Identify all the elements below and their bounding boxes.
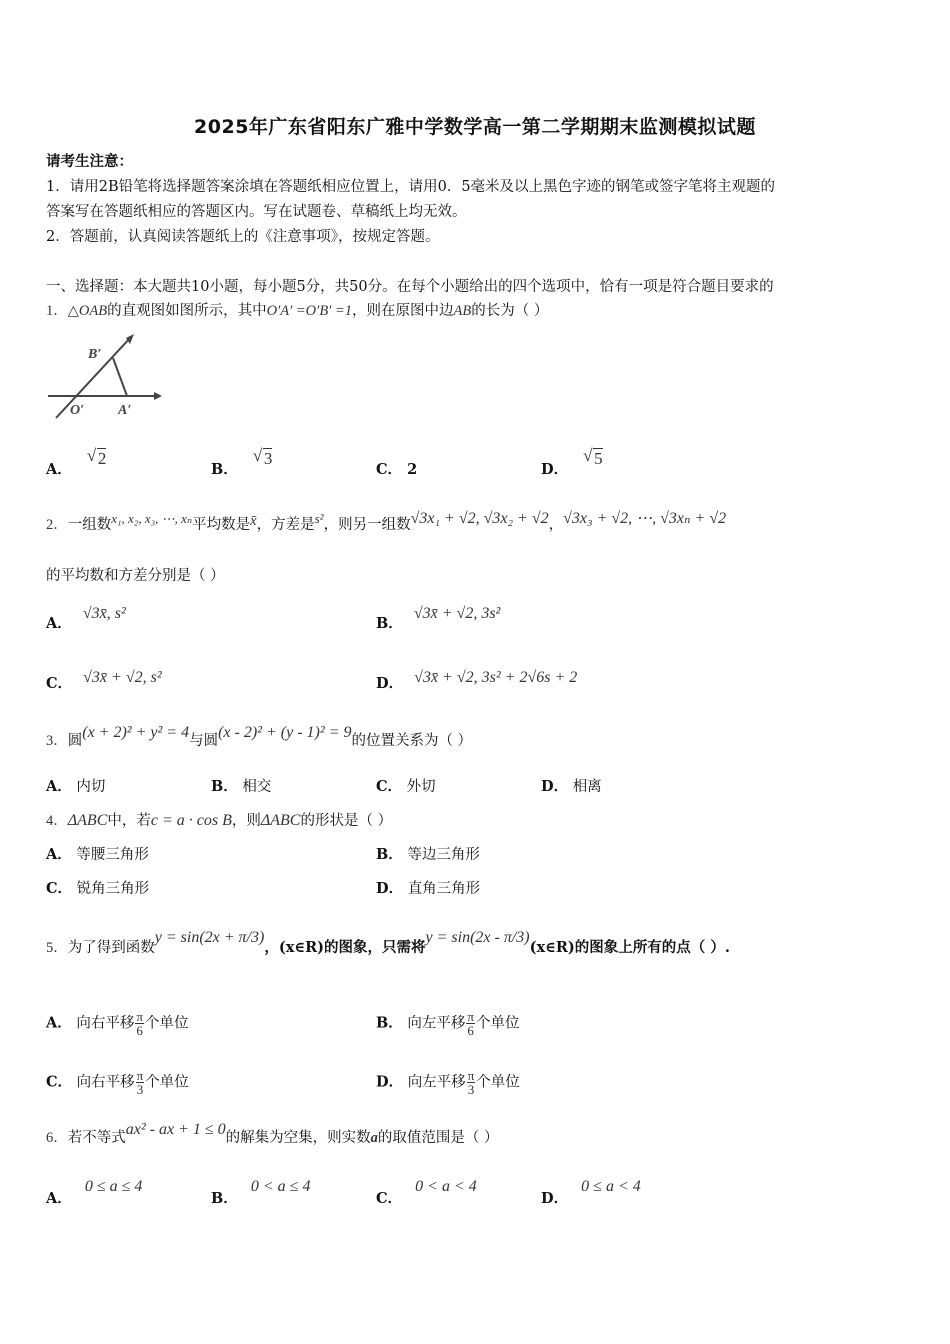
q5-math-target-fn: y = sin(2x + π/3)	[154, 929, 265, 946]
notice-heading: 请考生注意：	[46, 153, 133, 170]
q5-option-d[interactable]	[376, 1069, 520, 1096]
option-value: 0 < a < 4	[415, 1178, 477, 1195]
option-value: 相交	[242, 779, 272, 795]
q6-option-d[interactable]	[541, 1178, 641, 1208]
q1-text-2: ，则在原图中边	[352, 303, 454, 319]
option-label: C．	[46, 1073, 73, 1091]
q5-number: 5．	[46, 940, 68, 956]
q2-math-set-2: √3x₃ + √2, ⋯, √3xₙ + √2	[563, 510, 727, 527]
option-label: D．	[541, 778, 569, 795]
q1-option-a[interactable]	[46, 448, 107, 478]
option-value: √ 2	[97, 448, 107, 469]
option-post: 个单位	[475, 1015, 520, 1032]
option-label: D．	[376, 675, 404, 692]
q2-option-c[interactable]	[46, 669, 162, 693]
q1-text-1: 的直观图如图所示，其中	[107, 303, 267, 319]
question-1	[46, 301, 548, 321]
option-pre: 向左平移	[407, 1074, 466, 1091]
notice-line-1b: 答案写在答题纸相应的答题区内。写在试题卷、草稿纸上均无效。	[46, 204, 467, 220]
option-label: A．	[46, 1190, 72, 1207]
q1-option-c[interactable]	[376, 458, 417, 479]
q2-number: 2．	[46, 517, 68, 533]
option-label: B．	[211, 778, 238, 795]
option-post: 个单位	[476, 1074, 520, 1091]
q3-text-1: 圆	[67, 733, 83, 749]
q3-text-2: 与圆	[189, 733, 219, 749]
option-label: D．	[541, 461, 569, 478]
q4-option-a[interactable]	[46, 845, 149, 865]
q2-text-5: ，	[548, 517, 564, 533]
q4-text-3: 的形状是（ ）	[300, 813, 393, 829]
q4-option-b[interactable]	[376, 845, 480, 865]
option-label: B．	[376, 615, 403, 632]
q2-text-4: ，则另一组数	[323, 517, 411, 533]
q3-math-circle-1: (x + 2)² + y² = 4	[82, 724, 190, 741]
option-label: B．	[211, 461, 238, 478]
q3-option-a[interactable]	[46, 777, 105, 797]
option-value: 0 ≤ a ≤ 4	[84, 1178, 143, 1195]
option-label: A．	[46, 846, 72, 863]
x-axis-arrow	[154, 392, 162, 400]
question-5	[46, 929, 730, 958]
q4-option-c[interactable]	[46, 879, 149, 899]
q1-math-ab: AB	[453, 303, 472, 319]
q6-option-b[interactable]	[211, 1178, 311, 1208]
q5-math-source-fn: y = sin(2x - π/3)	[425, 929, 530, 946]
option-value: √3x̄ + √2, 3s² + 2√6s + 2	[414, 669, 578, 686]
option-label: C．	[46, 880, 73, 897]
option-label: A．	[46, 1014, 72, 1032]
option-value: 0 < a ≤ 4	[250, 1178, 311, 1195]
q5-text-1: 为了得到函数	[67, 940, 155, 956]
q5-option-b[interactable]	[376, 1010, 519, 1037]
q3-option-b[interactable]	[211, 777, 271, 797]
q6-text-2: 的解集为空集，则实数	[225, 1130, 371, 1146]
option-label: C．	[376, 461, 403, 478]
q6-math-a: a	[370, 1130, 378, 1146]
q2-text-1: 一组数	[67, 517, 112, 533]
q4-text-2: ，则	[231, 813, 261, 829]
option-value: 等边三角形	[407, 847, 480, 863]
option-label: C．	[46, 675, 73, 692]
option-pre: 向右平移	[76, 1015, 135, 1032]
notice-line-2: 2．答题前，认真阅读答题纸上的《注意事项》，按规定答题。	[46, 229, 440, 245]
option-label: C．	[376, 778, 403, 795]
q6-option-c[interactable]	[376, 1178, 477, 1208]
question-3	[46, 724, 473, 751]
option-fraction: $\frac{\pi}{6}$	[136, 1009, 143, 1038]
option-fraction: $\frac{\pi}{3}$	[467, 1068, 475, 1097]
q2-math-xs: x₁, x₂, x₃, ⋯, xₙ	[111, 511, 193, 526]
q2-text-2: 平均数是	[192, 517, 251, 533]
q6-text-1: 若不等式	[67, 1130, 126, 1146]
q3-number: 3．	[46, 733, 68, 749]
option-label: B．	[376, 846, 403, 863]
q4-option-d[interactable]	[376, 879, 480, 899]
option-label: B．	[211, 1190, 238, 1207]
q5-option-a[interactable]	[46, 1010, 188, 1037]
option-value: √3x̄ + √2, 3s²	[413, 605, 501, 622]
q4-math-condition: c = a · cos B	[150, 812, 232, 829]
option-pre: 向左平移	[407, 1015, 466, 1032]
q1-number: 1．	[46, 303, 68, 319]
option-value: √ 3	[263, 448, 273, 469]
q2-math-set-1: √3x₁ + √2, √3x₂ + √2	[410, 510, 549, 527]
option-value: 等腰三角形	[76, 847, 149, 863]
q6-number: 6．	[46, 1130, 68, 1146]
option-value: 相离	[572, 779, 602, 795]
q2-text-6: 的平均数和方差分别是（ ）	[46, 568, 225, 584]
question-6	[46, 1121, 499, 1148]
segment-a-b	[113, 358, 127, 396]
option-pre: 向右平移	[76, 1074, 135, 1091]
q4-text-1: 中，若	[107, 813, 151, 829]
q5-text-2: ，(x∈R)的图象，只需将	[264, 939, 426, 956]
q1-math-lengths: O′A′ =O′B′ =1	[266, 303, 353, 319]
q5-option-c[interactable]	[46, 1069, 189, 1096]
option-label: D．	[541, 1190, 569, 1207]
option-label: D．	[376, 880, 404, 897]
notice-line-1: 1．请用2B铅笔将选择题答案涂填在答题纸相应位置上，请用0．5毫米及以上黑色字迹的钢笔或签字笔将主观题的	[46, 179, 776, 195]
q1-text-3: 的长为（ ）	[471, 303, 549, 319]
q1-math-triangle: △OAB	[67, 303, 108, 319]
q3-option-c[interactable]	[376, 777, 436, 797]
q3-text-3: 的位置关系为（ ）	[351, 733, 473, 749]
option-post: 个单位	[144, 1015, 189, 1032]
option-value: √ 5	[593, 448, 603, 469]
option-label: D．	[376, 1073, 404, 1091]
option-value: 直角三角形	[407, 881, 481, 897]
q2-math-mean: x̄	[250, 513, 257, 529]
page-title: 2025年广东省阳东广雅中学数学高一第二学期期末监测模拟试题	[194, 116, 756, 138]
option-post: 个单位	[145, 1074, 189, 1091]
option-value: 外切	[406, 779, 436, 795]
option-value: 0 ≤ a < 4	[581, 1178, 641, 1195]
option-label: A．	[46, 615, 72, 632]
option-value: 2	[407, 461, 418, 478]
q2-option-d[interactable]	[376, 669, 578, 693]
q5-text-3: (x∈R)的图象上所有的点（ ）.	[529, 939, 730, 956]
option-fraction: $\frac{\pi}{6}$	[467, 1009, 474, 1038]
option-value: 内切	[76, 779, 106, 795]
q1-option-b[interactable]	[211, 448, 273, 478]
q4-number: 4．	[46, 813, 68, 829]
q1-figure	[44, 330, 168, 424]
option-label: A．	[46, 461, 72, 478]
section-heading: 一、选择题：本大题共10小题，每小题5分，共50分。在每个小题给出的四个选项中，恰有一项是符合题目要求的	[46, 279, 774, 295]
option-label: A．	[46, 778, 72, 795]
option-value: √3x̄, s²	[82, 605, 126, 622]
q2-math-variance: s²	[314, 511, 324, 526]
option-fraction: $\frac{\pi}{3}$	[136, 1068, 144, 1097]
label-o-prime: O′	[70, 403, 85, 418]
q6-option-a[interactable]	[46, 1178, 143, 1208]
oblique-axis-arrow	[126, 334, 134, 344]
q2-option-b[interactable]	[376, 605, 501, 633]
q2-option-a[interactable]	[46, 605, 126, 633]
q1-option-d[interactable]	[541, 448, 603, 478]
q3-math-circle-2: (x - 2)² + (y - 1)² = 9	[218, 724, 352, 741]
q4-math-triangle-2: ΔABC	[260, 812, 301, 829]
q6-text-3: 的取值范围是（ ）	[377, 1130, 499, 1146]
q4-math-triangle: ΔABC	[67, 812, 108, 829]
label-a-prime: A′	[118, 403, 132, 418]
question-4	[46, 811, 392, 831]
option-value: √3x̄ + √2, s²	[83, 669, 162, 686]
label-b-prime: B′	[88, 347, 102, 362]
option-label: C．	[376, 1190, 403, 1207]
q2-text-3: ，方差是	[256, 517, 315, 533]
option-value: 锐角三角形	[76, 881, 150, 897]
question-2	[46, 510, 727, 535]
q3-option-d[interactable]	[541, 777, 602, 797]
q6-math-inequality: ax² - ax + 1 ≤ 0	[125, 1121, 226, 1138]
option-label: B．	[376, 1014, 403, 1032]
